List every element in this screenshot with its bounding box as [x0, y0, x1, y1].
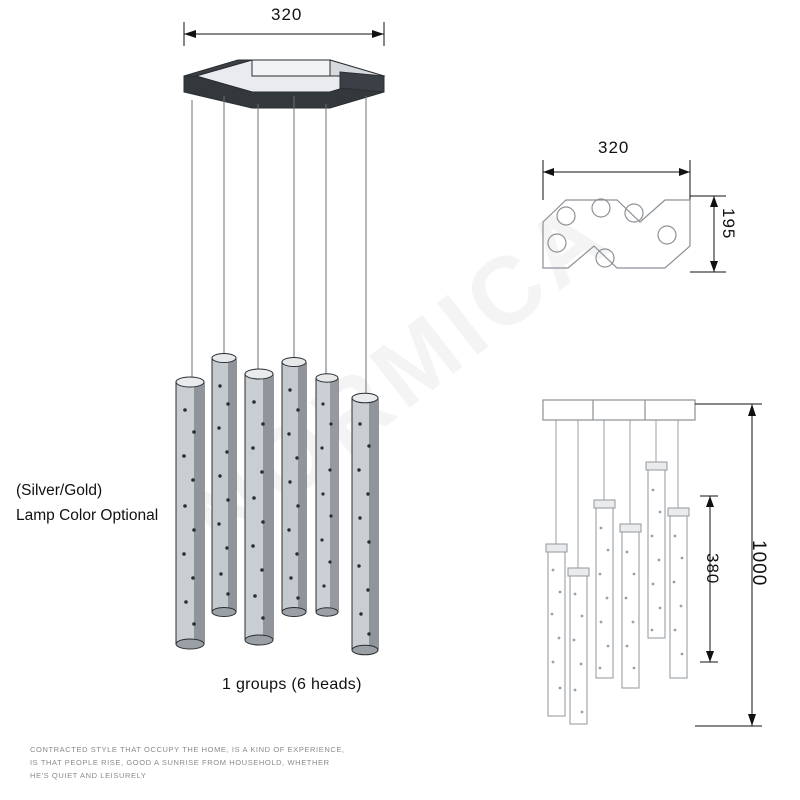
lamp-color-option-line1: (Silver/Gold)	[16, 482, 103, 499]
front-view-tubes	[546, 462, 689, 724]
front-view-total-label: 1000	[748, 540, 769, 587]
front-view-drop-label: 380	[703, 553, 722, 585]
main-top-dimension-label: 320	[271, 5, 303, 24]
footnote-line-1: CONTRACTED STYLE THAT OCCUPY THE HOME, IS A KIND OF EXPERIENCE,	[30, 745, 345, 754]
lamp-color-option-line2: Lamp Color Optional	[16, 507, 159, 524]
footnote-line-2: IS THAT PEOPLE RISE, GOOD A SUNRISE FROM HOUSEHOLD, WHETHER	[30, 758, 330, 767]
top-view-depth-label: 195	[719, 208, 738, 240]
group-heads-caption: 1 groups (6 heads)	[222, 676, 362, 693]
front-view-canopy	[543, 400, 695, 420]
top-view-width-label: 320	[598, 138, 630, 157]
footnote-line-3: HE'S QUIET AND LEISURELY	[30, 771, 147, 780]
